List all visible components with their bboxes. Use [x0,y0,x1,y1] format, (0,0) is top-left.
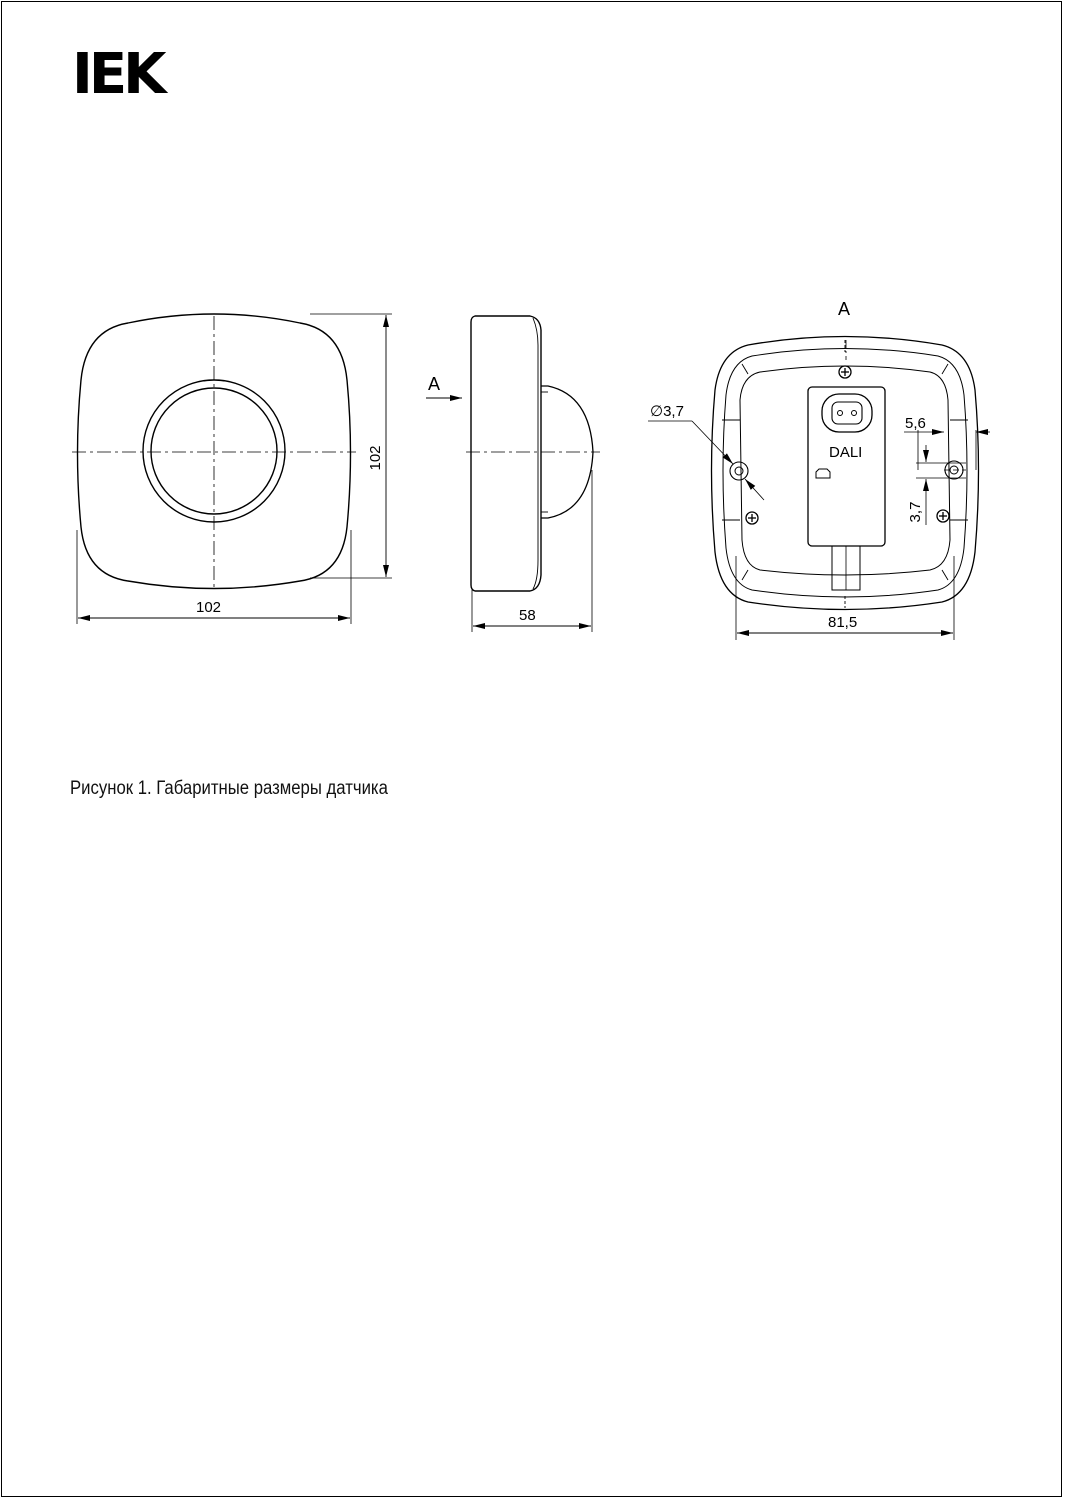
side-depth-label: 58 [519,607,536,624]
side-housing-outline [471,316,541,591]
front-height-label: 102 [367,445,384,471]
hole-offset-x-label: 5,6 [905,415,926,432]
rear-screw-left [746,512,758,524]
mounting-hole-left [730,462,748,480]
side-view-arrow-label: A [428,374,441,394]
rear-screw-top [839,366,851,378]
usb-port-icon [816,469,830,478]
hole-diameter-label: ∅3,7 [650,403,684,420]
dali-label: DALI [829,444,863,461]
rear-view-title: A [838,299,851,319]
rear-recess-outline [740,366,950,575]
hole-offset-y-label: 3,7 [907,501,924,523]
rear-view [648,337,990,641]
rear-screw-right [937,510,949,522]
side-housing-edge [533,318,538,589]
side-view [426,316,600,632]
rear-inner-outline [723,349,967,598]
dali-connector-socket [832,402,862,424]
figure-caption: Рисунок 1. Габаритные размеры датчика [70,778,388,799]
rear-ribs [722,340,968,608]
front-view [72,314,392,624]
dali-connector-body [822,394,872,432]
rear-width-label: 81,5 [828,614,858,631]
front-width-label: 102 [196,599,222,616]
iek-logo: IEK [72,42,163,107]
rear-connector-module [808,387,885,546]
